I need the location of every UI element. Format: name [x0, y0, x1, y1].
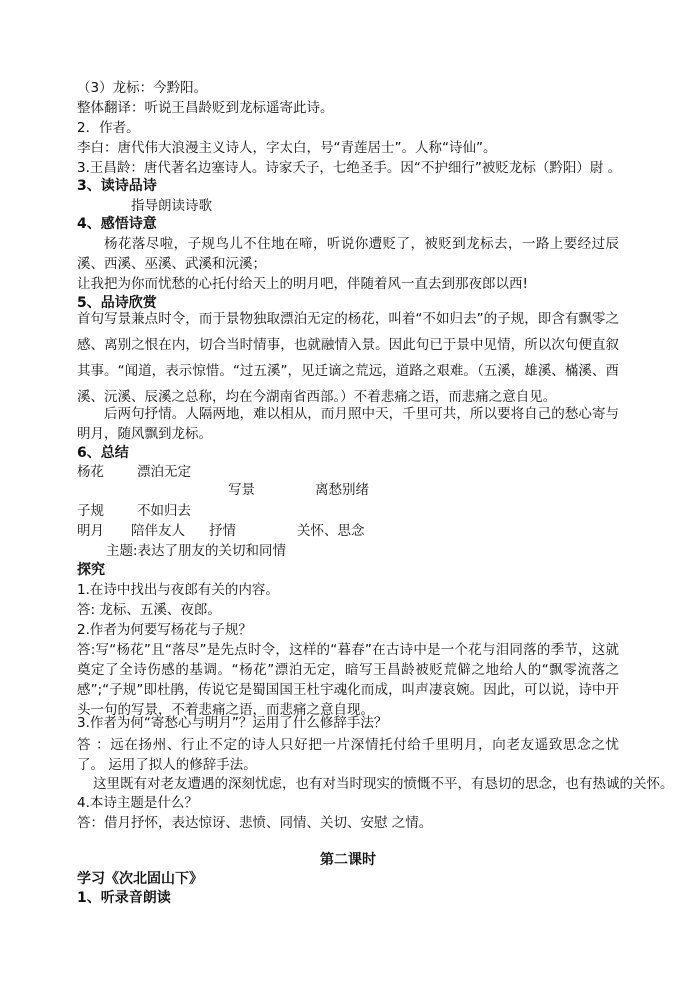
section5-para2: 后两句抒情。人隔两地，难以相从，而月照中天，千里可共，所以要将自己的愁心寄与明月，随风飘到龙标。 [77, 406, 619, 442]
author-libai: 李白：唐代伟大浪漫主义诗人，字太白，号“青莲居士”。人称“诗仙”。 [77, 140, 497, 156]
explore-a4: 答：借月抒怀，表达惊讶、悲愤、同情、关切、安慰 之情。 [77, 815, 433, 831]
summary-guanhuai: 关怀、思念 [297, 523, 365, 539]
overall-translation: 整体翻译：听说王昌龄贬到龙标遥寄此诗。 [77, 100, 334, 116]
note-longbiao: （3）龙标：今黔阳。 [77, 80, 208, 96]
explore-a2: 答:写“杨花”且“落尽”是先点时令，这样的“暮春”在古诗中是一个花与泪同落的季节，这就奠定了全诗伤感的基调。“杨花”漂泊无定，暗写王昌龄被贬荒僻之地给人的“飘零流落之感”;“子规”即杜鹃，传说它是蜀国国王杜宇魂化而成，叫声凄哀婉。因此，可以说，诗中开头一句的写景，不着悲痛之语，而悲痛之意自现。 [77, 642, 619, 718]
lesson2-listen: 1、听录音朗读 [77, 890, 171, 906]
section3-body: 指导朗读诗歌 [131, 198, 212, 214]
summary-peiban: 陪伴友人 [131, 523, 185, 539]
lesson2-study-title: 学习《次北固山下》 [77, 871, 203, 887]
summary-yanghua: 杨花 [77, 464, 104, 480]
explore-q3: 3.作者为何“寄愁心与明月”？运用了什么修辞手法？ [77, 715, 388, 731]
summary-lichou: 离愁别绪 [315, 482, 369, 498]
summary-zigui: 子规 [77, 503, 104, 519]
author-heading: 2．作者。 [77, 120, 140, 136]
explore-heading: 探究 [77, 562, 105, 578]
author-wangchangling: 3.王昌龄：唐代著名边塞诗人。诗家夭子，七绝圣手。因“不护细行”被贬龙标（黔阳）尉 。 [77, 160, 622, 176]
explore-q2: 2.作者为何要写杨花与子规？ [77, 622, 252, 638]
explore-a3-extra: 这里既有对老友遭遇的深刻忧虑，也有对当时现实的愤慨不平，有恳切的思念，也有热诚的关怀。 [93, 776, 674, 792]
section6-heading: 6、总结 [77, 445, 129, 461]
summary-piaobo: 漂泊无定 [137, 464, 191, 480]
summary-xiejing: 写景 [228, 482, 255, 498]
explore-q4: 4.本诗主题是什么？ [77, 795, 198, 811]
section3-heading: 3、读诗品诗 [77, 178, 157, 194]
explore-a3: 答 ：远在扬州、行止不定的诗人只好把一片深情托付给千里明月，向老友遥致思念之忧了。 运用了拟人的修辞手法。 [77, 737, 619, 773]
summary-theme: 主题:表达了朋友的关切和同情 [106, 543, 287, 559]
summary-buruguiqu: 不如归去 [137, 503, 191, 519]
summary-shuqing: 抒情 [209, 523, 236, 539]
explore-q1: 1.在诗中找出与夜郎有关的内容。 [77, 582, 279, 598]
section4-para1: 杨花落尽啦，子规鸟儿不住地在啼，听说你遭贬了，被贬到龙标去，一路上要经过辰溪、西溪、巫溪、武溪和沅溪； [77, 236, 619, 272]
explore-a1: 答: 龙标、五溪、夜郎。 [77, 602, 221, 618]
section5-heading: 5、品诗欣赏 [77, 295, 157, 311]
section4-para2: 让我把为你而忧愁的心托付给天上的明月吧，伴随着风一直去到那夜郎以西! [77, 276, 528, 292]
lesson2-title: 第二课时 [320, 852, 376, 868]
summary-mingyue: 明月 [77, 523, 104, 539]
section5-para1: 首句写景兼点时令，而于景物独取漂泊无定的杨花，叫着“不如归去”的子规，即含有飘零之感、离别之恨在内，切合当时情事，也就融情入景。因此句已于景中见情，所以次句便直叙其事。“闻道，表示惊惜。“过五溪”，见迁谪之荒远，道路之艰难。（五溪，雄溪、樠溪、酉溪、沅溪、辰溪之总称，均在今湖南省西部。）不着悲痛之语，而悲痛之意自见。 [77, 311, 619, 405]
section4-heading: 4、感悟诗意 [77, 216, 157, 232]
